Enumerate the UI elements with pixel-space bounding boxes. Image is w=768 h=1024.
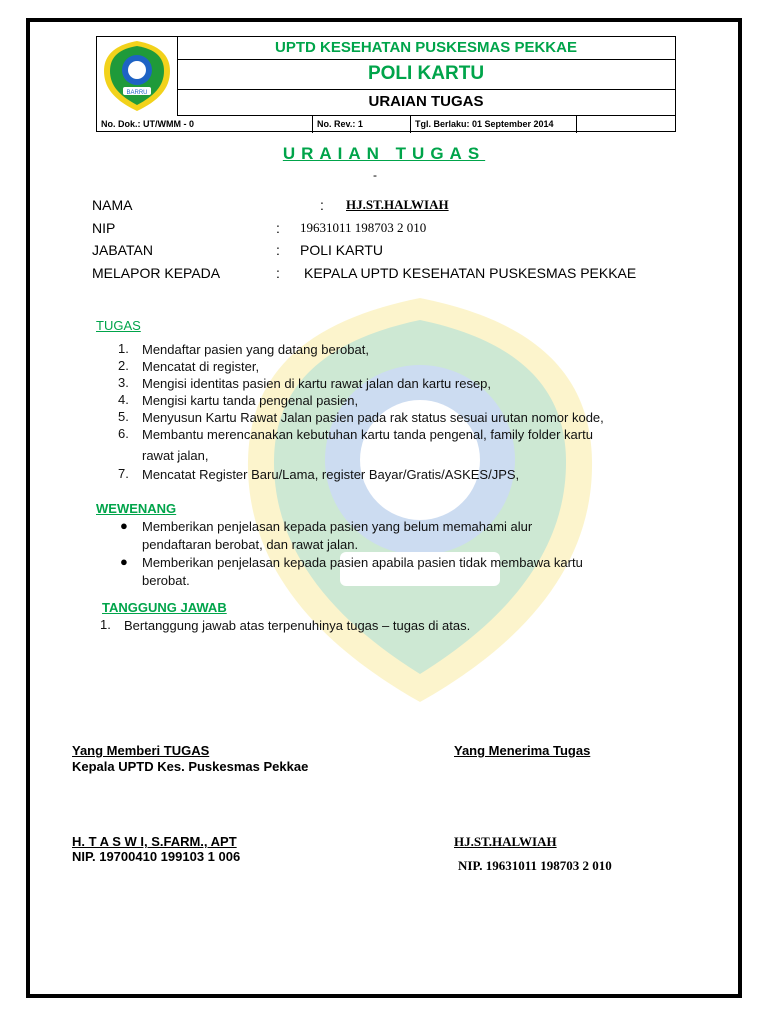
- giver-name: H. T A S W I, S.FARM., APT: [72, 834, 237, 849]
- tugas-number: 7.: [118, 466, 129, 481]
- document-page: [26, 18, 742, 998]
- wewenang-item-continued: pendaftaran berobat, dan rawat jalan.: [142, 537, 359, 552]
- header-unit: POLI KARTU: [177, 59, 675, 90]
- field-label-nip: NIP: [92, 220, 116, 236]
- tugas-number: 3.: [118, 375, 129, 390]
- receiver-nip: NIP. 19631011 198703 2 010: [458, 858, 612, 873]
- tugas-item: Menyusun Kartu Rawat Jalan pasien pada rak status sesuai urutan nomor kode,: [142, 410, 604, 425]
- doc-number: No. Dok.: UT/WMM - 0: [97, 115, 313, 133]
- tugas-item: Mencatat di register,: [142, 359, 260, 374]
- field-value-nama: HJ.ST.HALWIAH: [346, 197, 449, 212]
- tugas-number: 4.: [118, 392, 129, 407]
- title-dash: -: [373, 168, 377, 182]
- tugas-number: 5.: [118, 409, 129, 424]
- field-colon: :: [320, 197, 324, 213]
- field-colon: :: [276, 265, 280, 281]
- field-label-nama: NAMA: [92, 197, 133, 213]
- tugas-item: Mencatat Register Baru/Lama, register Bayar/Gratis/ASKES/JPS,: [142, 467, 520, 482]
- field-colon: :: [276, 242, 280, 258]
- bullet-icon: ●: [120, 518, 128, 533]
- giver-label: Yang Memberi TUGAS: [72, 743, 210, 758]
- logo-text: BARRU: [126, 90, 148, 96]
- tanggung-jawab-item: Bertanggung jawab atas terpenuhinya tugas – tugas di atas.: [124, 618, 471, 633]
- giver-position: Kepala UPTD Kes. Puskesmas Pekkae: [72, 759, 309, 774]
- wewenang-heading: WEWENANG: [96, 501, 177, 516]
- field-label-melapor: MELAPOR KEPADA: [92, 265, 221, 281]
- header-doc-type: URAIAN TUGAS: [177, 89, 675, 116]
- blank-cell: [577, 115, 675, 133]
- wewenang-item-continued: berobat.: [142, 573, 190, 588]
- tugas-number: 1.: [118, 341, 129, 356]
- receiver-name: HJ.ST.HALWIAH: [454, 834, 557, 849]
- tugas-heading: TUGAS: [96, 318, 141, 333]
- tugas-number: 6.: [118, 426, 129, 441]
- kabupaten-logo: [101, 39, 173, 113]
- giver-nip: NIP. 19700410 199103 1 006: [72, 849, 241, 864]
- tugas-item: Mengisi kartu tanda pengenal pasien,: [142, 393, 359, 408]
- field-value-nip: 19631011 198703 2 010: [300, 220, 427, 235]
- logo-cell: [97, 37, 178, 115]
- header-meta-row: [97, 115, 675, 133]
- receiver-label: Yang Menerima Tugas: [454, 743, 591, 758]
- revision-number: No. Rev.: 1: [313, 115, 411, 133]
- bullet-icon: ●: [120, 554, 128, 569]
- document-title: URAIAN TUGAS: [282, 144, 486, 163]
- tugas-item-continued: rawat jalan,: [142, 448, 209, 463]
- tugas-item: Membantu merencanakan kebutuhan kartu tanda pengenal, family folder kartu: [142, 427, 593, 442]
- wewenang-item: Memberikan penjelasan kepada pasien apabila pasien tidak membawa kartu: [142, 555, 583, 570]
- effective-date: Tgl. Berlaku: 01 September 2014: [411, 115, 577, 133]
- field-colon: :: [276, 220, 280, 236]
- tanggung-jawab-number: 1.: [100, 617, 111, 632]
- document-header: [96, 36, 676, 132]
- tugas-item: Mengisi identitas pasien di kartu rawat jalan dan kartu resep,: [142, 376, 492, 391]
- header-org: UPTD KESEHATAN PUSKESMAS PEKKAE: [177, 37, 675, 60]
- tugas-number: 2.: [118, 358, 129, 373]
- tugas-item: Mendaftar pasien yang datang berobat,: [142, 342, 369, 357]
- field-value-jabatan: POLI KARTU: [300, 242, 383, 258]
- wewenang-item: Memberikan penjelasan kepada pasien yang belum memahami alur: [142, 519, 533, 534]
- tanggung-jawab-heading: TANGGUNG JAWAB: [102, 600, 227, 615]
- field-value-melapor: KEPALA UPTD KESEHATAN PUSKESMAS PEKKAE: [304, 265, 637, 281]
- field-label-jabatan: JABATAN: [92, 242, 153, 258]
